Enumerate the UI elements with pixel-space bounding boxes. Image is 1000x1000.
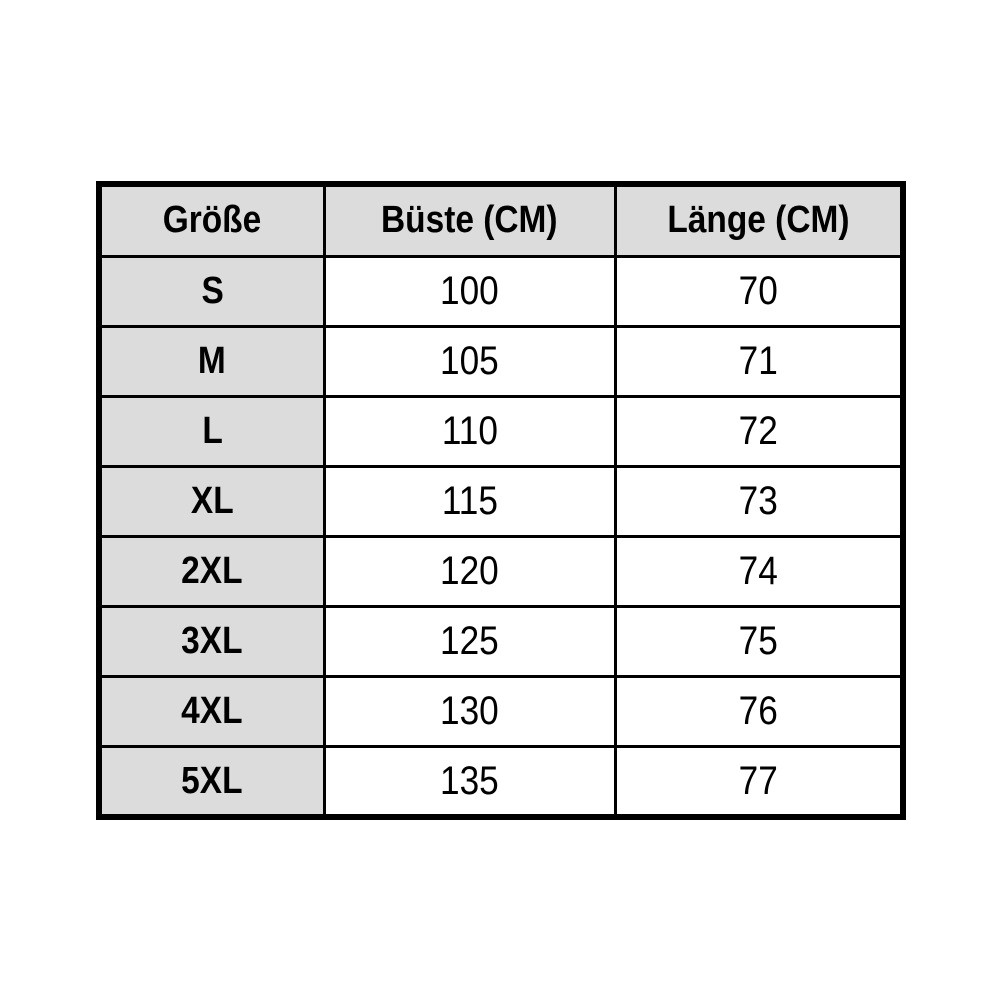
length-value-cell bbox=[615, 537, 903, 607]
table-row bbox=[99, 537, 903, 607]
bust-value-cell-text: 100 bbox=[440, 268, 499, 313]
length-value-cell-text: 72 bbox=[738, 408, 778, 453]
bust-value-cell-text: 130 bbox=[440, 689, 499, 734]
size-chart-container bbox=[96, 181, 906, 820]
length-value-cell-text: 75 bbox=[738, 619, 778, 664]
header-row bbox=[99, 184, 903, 256]
size-label-cell bbox=[99, 537, 324, 607]
bust-value-cell bbox=[324, 747, 615, 817]
bust-value-cell-text: 135 bbox=[440, 758, 499, 803]
column-header bbox=[99, 184, 324, 256]
bust-value-cell bbox=[324, 537, 615, 607]
column-header-label: Größe bbox=[163, 199, 262, 242]
table-row bbox=[99, 396, 903, 466]
table-row bbox=[99, 607, 903, 677]
size-label-cell-text: 3XL bbox=[181, 620, 243, 663]
size-chart-table bbox=[96, 181, 906, 820]
size-label-cell bbox=[99, 677, 324, 747]
size-label-cell-text: XL bbox=[190, 479, 234, 522]
length-value-cell-text: 74 bbox=[738, 549, 778, 594]
column-header bbox=[615, 184, 903, 256]
size-label-cell-text: 2XL bbox=[181, 550, 243, 593]
bust-value-cell-text: 105 bbox=[440, 338, 499, 383]
length-value-cell-text: 76 bbox=[738, 689, 778, 734]
length-value-cell bbox=[615, 256, 903, 326]
length-value-cell-text: 71 bbox=[738, 338, 778, 383]
bust-value-cell bbox=[324, 466, 615, 536]
bust-value-cell bbox=[324, 677, 615, 747]
size-label-cell bbox=[99, 326, 324, 396]
length-value-cell bbox=[615, 326, 903, 396]
bust-value-cell bbox=[324, 326, 615, 396]
size-label-cell bbox=[99, 747, 324, 817]
column-header-label: Büste (CM) bbox=[381, 199, 558, 242]
table-row bbox=[99, 677, 903, 747]
column-header-label: Länge (CM) bbox=[667, 199, 850, 242]
size-chart-header bbox=[99, 184, 903, 256]
length-value-cell-text: 73 bbox=[738, 478, 778, 523]
bust-value-cell bbox=[324, 256, 615, 326]
bust-value-cell-text: 110 bbox=[441, 408, 498, 453]
table-row bbox=[99, 326, 903, 396]
column-header bbox=[324, 184, 615, 256]
size-label-cell-text: L bbox=[202, 409, 223, 452]
table-row bbox=[99, 466, 903, 536]
size-label-cell bbox=[99, 607, 324, 677]
length-value-cell bbox=[615, 396, 903, 466]
bust-value-cell-text: 115 bbox=[441, 478, 498, 523]
size-label-cell-text: 5XL bbox=[181, 759, 243, 802]
table-row bbox=[99, 256, 903, 326]
size-label-cell bbox=[99, 256, 324, 326]
size-chart-body bbox=[99, 256, 903, 817]
size-label-cell-text: S bbox=[201, 269, 224, 312]
size-label-cell-text: 4XL bbox=[181, 690, 243, 733]
bust-value-cell bbox=[324, 396, 615, 466]
length-value-cell-text: 70 bbox=[738, 268, 778, 313]
length-value-cell bbox=[615, 677, 903, 747]
bust-value-cell-text: 120 bbox=[440, 549, 499, 594]
length-value-cell-text: 77 bbox=[738, 758, 778, 803]
size-label-cell bbox=[99, 466, 324, 536]
size-label-cell-text: M bbox=[198, 339, 227, 382]
length-value-cell bbox=[615, 607, 903, 677]
length-value-cell bbox=[615, 747, 903, 817]
bust-value-cell-text: 125 bbox=[440, 619, 499, 664]
length-value-cell bbox=[615, 466, 903, 536]
table-row bbox=[99, 747, 903, 817]
size-label-cell bbox=[99, 396, 324, 466]
bust-value-cell bbox=[324, 607, 615, 677]
